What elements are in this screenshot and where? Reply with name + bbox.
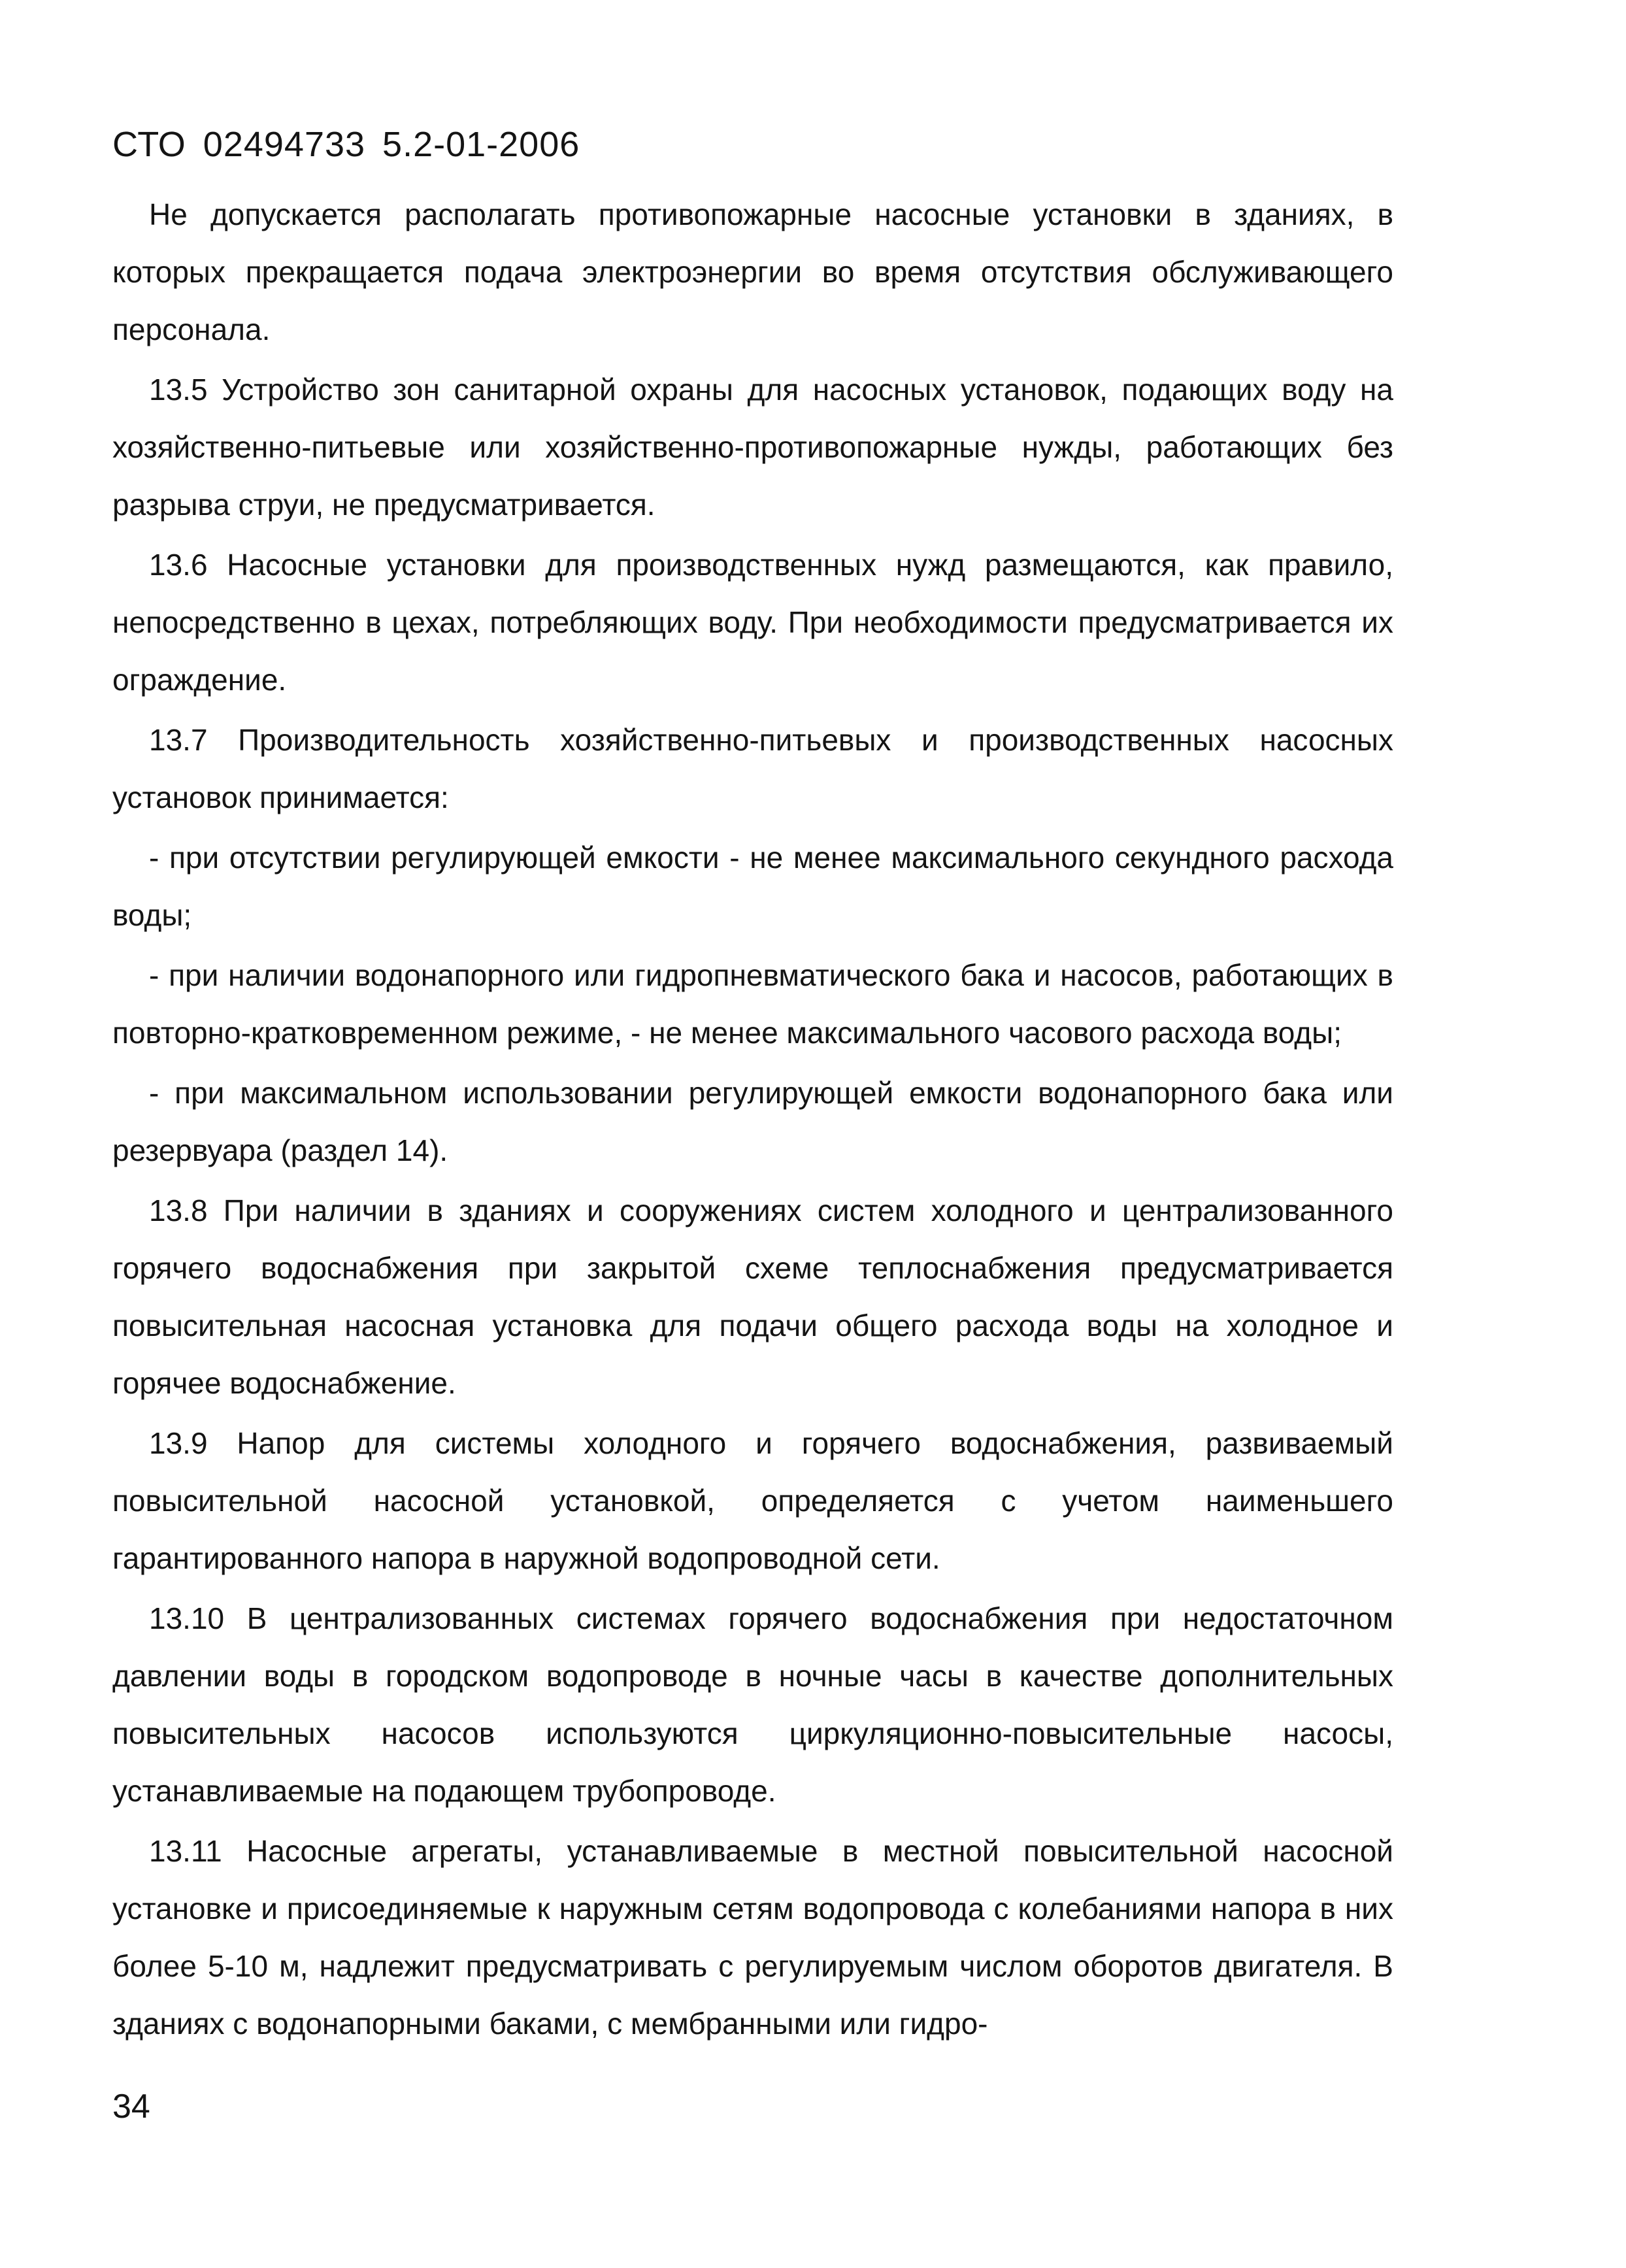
paragraph-13-10: 13.10 В централизованных системах горячего водоснабжения при недостаточном давлении воды в городском водопроводе в ночные часы в качестве дополнительных повысительных насосов используются циркуляционно-повысительные насосы, устанавливаемые на подающем трубопроводе. — [112, 1601, 1393, 1808]
page-number: 34 — [112, 2088, 150, 2126]
doc-number: 5.2-01-2006 — [382, 125, 580, 164]
paragraph-13-6: 13.6 Насосные установки для производственных нужд размещаются, как правило, непосредственно в цехах, потребляющих воду. При необходимости предусматривается их ограждение. — [112, 548, 1393, 697]
paragraph-13-7: 13.7 Производительность хозяйственно-питьевых и производственных насосных установок принимается: — [112, 723, 1393, 814]
document-body — [112, 186, 1393, 2052]
paragraph-13-8: 13.8 При наличии в зданиях и сооружениях систем холодного и централизованного горячего водоснабжения при закрытой схеме теплоснабжения предусматривается повысительная насосная установка для подачи общего расхода воды на холодное и горячее водоснабжение. — [112, 1193, 1393, 1400]
standard-code: СТО — [112, 125, 186, 164]
list-item: - при максимальном использовании регулирующей емкости водонапорного бака или резервуара (раздел 14). — [112, 1076, 1393, 1167]
paragraph-13-9: 13.9 Напор для системы холодного и горячего водоснабжения, развиваемый повысительной насосной установкой, определяется с учетом наименьшего гарантированного напора в наружной водопроводной сети. — [112, 1426, 1393, 1575]
list-item: - при отсутствии регулирующей емкости - не менее максимального секундного расхода воды; — [112, 841, 1393, 932]
document-header — [112, 122, 580, 167]
list-item: - при наличии водонапорного или гидропневматического бака и насосов, работающих в повторно-кратковременном режиме, - не менее максимального часового расхода воды; — [112, 958, 1393, 1050]
paragraph: Не допускается располагать противопожарные насосные установки в зданиях, в которых прекращается подача электроэнергии во время отсутствия обслуживающего персонала. — [112, 197, 1393, 346]
paragraph-13-11: 13.11 Насосные агрегаты, устанавливаемые в местной повысительной насосной установке и присоединяемые к наружным сетям водопровода с колебаниями напора в них более 5-10 м, надлежит предусматривать с регулируемым числом оборотов двигателя. В зданиях с водонапорными баками, с мембранными или гидро- — [112, 1834, 1393, 2041]
org-code: 02494733 — [203, 125, 366, 164]
paragraph-13-5: 13.5 Устройство зон санитарной охраны для насосных установок, подающих воду на хозяйственно-питьевые или хозяйственно-противопожарные нужды, работающих без разрыва струи, не предусматривается. — [112, 373, 1393, 522]
